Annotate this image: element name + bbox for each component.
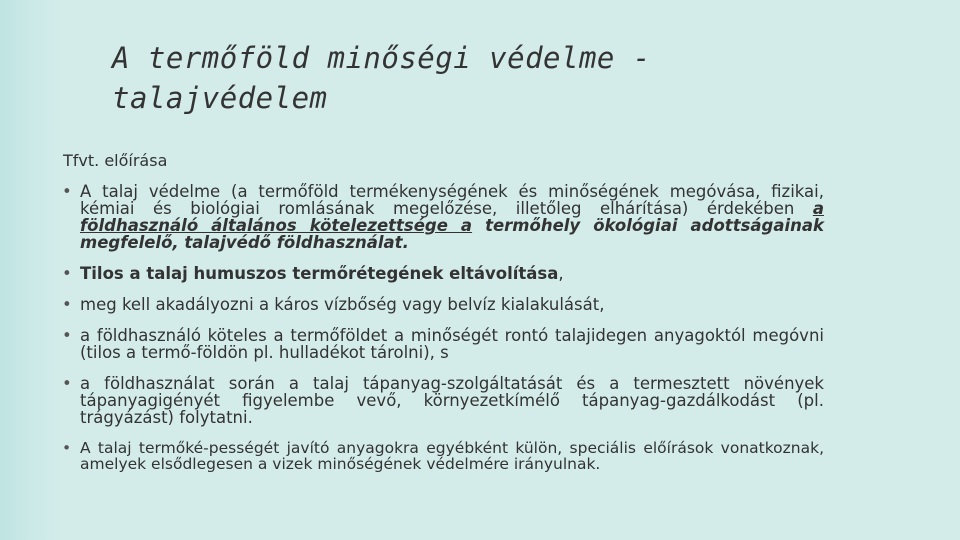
bullet-text: meg kell akadályozni a káros vízbőség vagy belvíz kialakulását, <box>80 295 605 314</box>
slide-subtitle: Tfvt. előírása <box>63 151 168 170</box>
bullet-item-soil-protection <box>62 183 824 251</box>
bullet-text: a földhasználó köteles a termőföldet a minőségét rontó talajidegen anyagoktól megóvni (tilos a termő-földön pl. hulladékot tárolni), s <box>80 326 824 362</box>
bullet-list <box>62 183 824 486</box>
bullet-text: a földhasználat során a talaj tápanyag-szolgáltatását és a termesztett növények tápanyagigényét figyelembe vevő, környezetkímélő tápanyag-gazdálkodást (pl. trágyázást) folytatni. <box>80 374 824 427</box>
left-decorative-strip <box>0 0 62 540</box>
bullet-item-special-rules <box>62 440 824 472</box>
bullet-text: A talaj védelme (a termőföld termékenységének és minőségének megóvása, fizikai, kémiai és biológiai romlásának megelőzése, illetőleg elhárítása) érdekében <box>80 182 824 218</box>
bullet-tail: , <box>558 264 564 283</box>
slide-title: A termőföld minőségi védelme - talajvédelem <box>112 41 651 115</box>
bullet-text: A talaj termőké-pességét javító anyagokra egyébként külön, speciális előírások vonatkoznak, amelyek elsődlegesen a vizek minőségének védelmére irányulnak. <box>80 439 824 473</box>
bullet-emphasis-underlined: a földhasználó általános kötelezettsége a <box>80 199 824 235</box>
bullet-item-nutrient-management <box>62 375 824 426</box>
bullet-item-waterlogging <box>62 296 824 313</box>
bullet-item-foreign-materials <box>62 327 824 361</box>
bullet-bold-text: Tilos a talaj humuszos termőrétegének eltávolítása <box>80 264 559 283</box>
bullet-emphasis: termőhely ökológiai adottságainak megfelelő, talajvédő földhasználat. <box>80 216 824 252</box>
bullet-item-topsoil-removal <box>62 265 824 282</box>
